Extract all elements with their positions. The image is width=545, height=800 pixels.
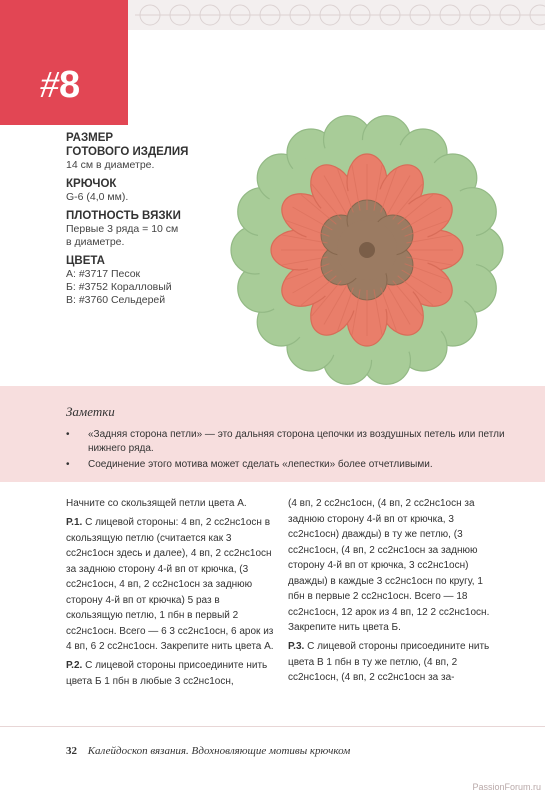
pattern-number-value: 8 [59, 64, 81, 106]
specs-panel [66, 131, 226, 307]
instruction-text: (4 вп, 2 сс2нс1осн, (4 вп, 2 сс2нс1осн за заднюю сторону 4-й вп от крючка, 3 сс2нс1осн) дважды) в ту же петлю, (3 сс2нс1осн, (4 вп, 2 сс2нс1осн за заднюю сторону 4-й вп от крючка, 3 сс2нс1осн) дважды) в каждые 3 сс2нс1осн по кругу, 1 пбн в первые 2 сс2нс1осн. Всего — 18 сс2нс1осн, 12 арок из 4 вп, 12 2 сс2нс1осн. Закрепите нить цвета Б. [288, 498, 490, 633]
spec-value: G-6 (4,0 мм). [66, 191, 129, 203]
spec-value: Первые 3 ряда = 10 см [66, 223, 179, 235]
instruction-text: С лицевой стороны: 4 вп, 2 сс2нс1осн в скользящую петлю (считается как 3 сс2нс1осн здесь и далее), 4 вп, 2 сс2нс1осн за заднюю сторону 4-й вп от крючка, (3 сс2нс1осн, 4 вп, 2 сс2нс1осн за заднюю сторону 4-й вп от крючка) 5 раз в скользящую петлю, 1 пбн в первый 2 сс2нс1осн. Всего — 6 3 сс2нс1осн, 6 арок из 4 вп, 6 2 сс2нс1осн. Закрепите нить цвета А. [66, 517, 274, 652]
spec-value: В: #3760 Сельдерей [66, 294, 166, 306]
spec-colors [66, 254, 226, 307]
instructions-left-column [66, 496, 276, 693]
instruction-paragraph [66, 515, 276, 655]
notes-title: Заметки [66, 404, 115, 419]
row-heading: Р.2. [66, 660, 83, 671]
instruction-text: Начните со скользящей петли цвета А. [66, 498, 247, 509]
notes-list [66, 428, 511, 474]
page-number: 32 [66, 745, 77, 757]
spec-size [66, 131, 226, 172]
book-title: Калейдоскоп вязания. Вдохновляющие мотивы крючком [87, 745, 351, 757]
instructions-right-column [288, 496, 493, 689]
row-heading: Р.3. [288, 641, 305, 652]
note-text: «Задняя сторона петли» — это дальняя сторона цепочки из воздушных петель или петли нижнего ряда. [88, 429, 505, 454]
spec-heading: РАЗМЕР ГОТОВОГО ИЗДЕЛИЯ [66, 132, 189, 158]
spec-value: 14 см в диаметре. [66, 159, 155, 171]
spec-value: Б: #3752 Коралловый [66, 281, 172, 293]
row-heading: Р.1. [66, 517, 83, 528]
instruction-text: С лицевой стороны присоедините нить цвета В 1 пбн в ту же петлю, (4 вп, 2 сс2нс1осн, (4 вп, 2 сс2нс1осн за за- [288, 641, 490, 683]
center-hole [359, 242, 375, 258]
page-footer [66, 745, 350, 757]
note-text: Соединение этого мотива может сделать «лепестки» более отчетливыми. [88, 459, 433, 470]
crochet-motif-image [225, 110, 515, 390]
spec-heading: КРЮЧОК [66, 178, 117, 190]
spec-hook [66, 177, 226, 204]
footer-divider [0, 726, 545, 727]
watermark: PassionForum.ru [472, 782, 541, 792]
pattern-number-block [0, 0, 128, 125]
instruction-text: С лицевой стороны присоедините нить цвета Б 1 пбн в любые 3 сс2нс1осн, [66, 660, 268, 687]
instruction-paragraph [288, 496, 493, 636]
spec-value: в диаметре. [66, 236, 125, 248]
list-item [66, 428, 511, 456]
spec-gauge [66, 209, 226, 249]
bullet-icon: • [66, 429, 70, 440]
spec-value: А: #3717 Песок [66, 268, 141, 280]
pattern-number-hash: # [40, 64, 59, 106]
instruction-paragraph [66, 496, 276, 512]
instruction-paragraph [288, 639, 493, 686]
bullet-icon: • [66, 459, 70, 470]
list-item [66, 458, 511, 472]
spec-heading: ЦВЕТА [66, 255, 105, 267]
pattern-number [40, 66, 80, 104]
spec-heading: ПЛОТНОСТЬ ВЯЗКИ [66, 210, 181, 222]
instruction-paragraph [66, 658, 276, 689]
